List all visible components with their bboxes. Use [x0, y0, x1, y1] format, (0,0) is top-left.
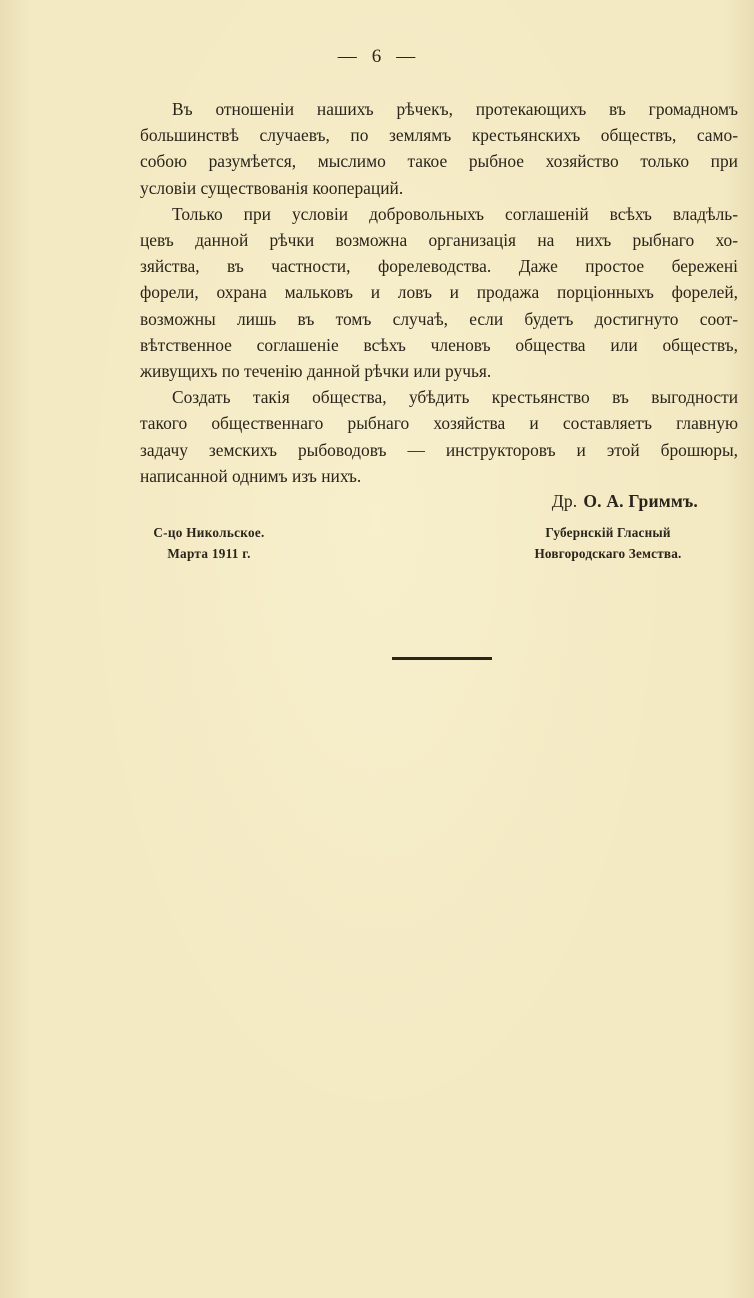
text-line: цевъ данной рѣчки возможна организація на нихъ рыбнаго хо-	[140, 230, 738, 251]
text-line: возможны лишь въ томъ случаѣ, если будетъ достигнуто соот-	[140, 308, 738, 329]
page-number-value: 6	[371, 46, 383, 67]
end-rule	[392, 657, 492, 660]
text-line: собою разумѣется, мыслимо такое рыбное хозяйство только при	[140, 151, 738, 172]
text-line: такого общественнаго рыбнаго хозяйства и составляетъ главную	[140, 413, 738, 434]
dash-right: —	[396, 46, 417, 67]
text-line: написанной однимъ изъ нихъ.	[140, 465, 362, 486]
text-line: Создать такія общества, убѣдить крестьянство въ выгодности	[172, 387, 738, 408]
date: Марта 1911 г.	[167, 546, 251, 561]
text-line: форели, охрана мальковъ и ловъ и продажа порціонныхъ форелей,	[140, 282, 738, 303]
text-line: живущихъ по теченію данной рѣчки или ручья.	[140, 361, 492, 382]
place-date-block	[134, 522, 284, 564]
page-number	[0, 46, 754, 68]
place: С-цо Никольское.	[153, 525, 265, 540]
office-line-2: Новгородскаго Земства.	[534, 546, 682, 561]
text-line: вѣтственное соглашеніе всѣхъ членовъ общества или обществъ,	[140, 334, 738, 355]
office-line-1: Губернскій Гласный	[545, 525, 671, 540]
text-line: Только при условіи добровольныхъ соглашеній всѣхъ владѣль-	[172, 203, 738, 224]
text-line: зяйства, въ частности, форелеводства. Даже простое бережені	[140, 256, 738, 277]
body-text	[140, 96, 738, 489]
text-line: большинствѣ случаевъ, по землямъ крестьянскихъ обществъ, само-	[140, 125, 738, 146]
author-name: О. А. Гриммъ.	[583, 491, 698, 511]
author-title: Др.	[551, 491, 578, 511]
text-line: задачу земскихъ рыбоводовъ — инструкторовъ и этой брошюры,	[140, 439, 738, 460]
author-signature	[520, 491, 698, 512]
text-line: условіи существованія коопераций.	[140, 177, 404, 198]
text-line: Въ отношеніи нашихъ рѣчекъ, протекающихъ въ громадномъ	[172, 99, 738, 119]
dash-left: —	[337, 46, 358, 67]
author-office-block	[502, 522, 714, 564]
